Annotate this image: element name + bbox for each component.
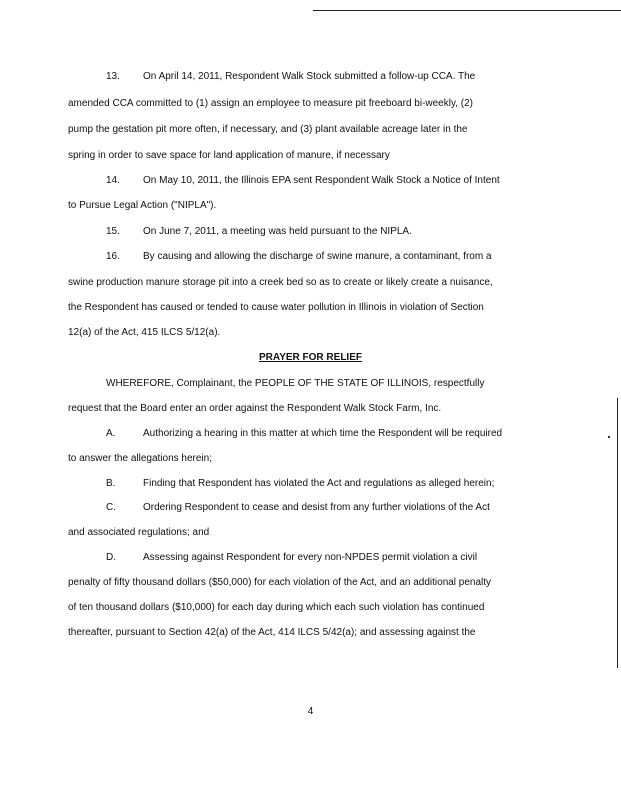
paragraph-14-number: 14. [106, 175, 120, 186]
prayer-intro-line-1: WHEREFORE, Complainant, the PEOPLE OF THE STATE OF ILLINOIS, respectfully [106, 378, 485, 389]
top-rule [313, 10, 621, 11]
page-number: 4 [307, 706, 314, 717]
paragraph-13-line-2: amended CCA committed to (1) assign an employee to measure pit freeboard bi-weekly, (2) [68, 98, 474, 109]
item-d-letter: D. [106, 552, 116, 563]
margin-mark [608, 436, 610, 438]
paragraph-16-line-3: the Respondent has caused or tended to cause water pollution in Illinois in violation of Section [68, 302, 484, 313]
paragraph-15-number: 15. [106, 226, 120, 237]
paragraph-16-line-1: By causing and allowing the discharge of swine manure, a contaminant, from a [143, 251, 492, 262]
item-c-letter: C. [106, 502, 116, 513]
item-a-line-1: Authorizing a hearing in this matter at which time the Respondent will be required [143, 428, 503, 439]
paragraph-13-line-1: On April 14, 2011, Respondent Walk Stock submitted a follow-up CCA. The [143, 71, 476, 82]
right-margin-rule [617, 398, 618, 668]
prayer-heading: PRAYER FOR RELIEF [259, 352, 362, 363]
paragraph-14-line-2: to Pursue Legal Action ("NIPLA"). [68, 200, 217, 211]
paragraph-13-line-4: spring in order to save space for land application of manure, if necessary [68, 150, 390, 161]
paragraph-13-line-3: pump the gestation pit more often, if necessary, and (3) plant available acreage later in the [68, 124, 468, 135]
item-c-line-1: Ordering Respondent to cease and desist from any further violations of the Act [143, 502, 490, 513]
item-b-line-1: Finding that Respondent has violated the Act and regulations as alleged herein; [143, 478, 495, 489]
item-d-line-2: penalty of fifty thousand dollars ($50,000) for each violation of the Act, and an additional penalty [68, 577, 492, 588]
item-a-letter: A. [106, 428, 116, 439]
paragraph-14-line-1: On May 10, 2011, the Illinois EPA sent Respondent Walk Stock a Notice of Intent [143, 175, 500, 186]
item-b-letter: B. [106, 478, 116, 489]
item-d-line-1: Assessing against Respondent for every non-NPDES permit violation a civil [143, 552, 478, 563]
paragraph-16-number: 16. [106, 251, 120, 262]
prayer-intro-line-2: request that the Board enter an order against the Respondent Walk Stock Farm, Inc. [68, 403, 442, 414]
paragraph-16-line-2: swine production manure storage pit into a creek bed so as to create or likely create a nuisance, [68, 277, 493, 288]
paragraph-13-number: 13. [106, 71, 120, 82]
item-c-line-2: and associated regulations; and [68, 527, 210, 538]
item-a-line-2: to answer the allegations herein; [68, 453, 212, 464]
item-d-line-3: of ten thousand dollars ($10,000) for each day during which each such violation has continued [68, 602, 485, 613]
paragraph-15-line-1: On June 7, 2011, a meeting was held pursuant to the NIPLA. [143, 226, 412, 237]
item-d-line-4: thereafter, pursuant to Section 42(a) of the Act, 414 ILCS 5/42(a); and assessing against the [68, 627, 476, 638]
paragraph-16-line-4: 12(a) of the Act, 415 ILCS 5/12(a). [68, 327, 221, 338]
